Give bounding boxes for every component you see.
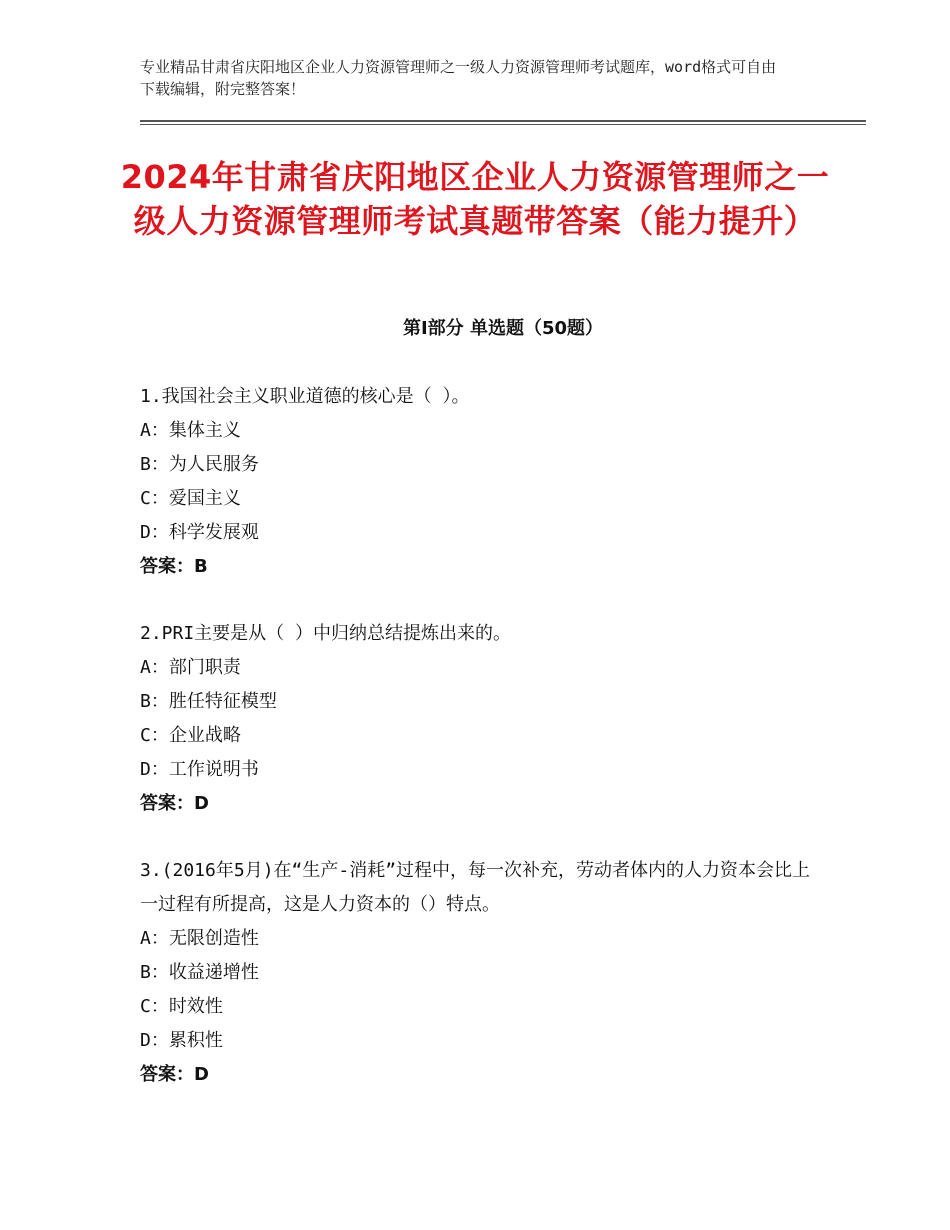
question-3 <box>140 854 820 1092</box>
option-c: C：企业战略 <box>140 725 241 746</box>
header-note: 专业精品甘肃省庆阳地区企业人力资源管理师之一级人力资源管理师考试题库，word格式可自由下载编辑，附完整答案！ <box>140 58 777 98</box>
section-heading: 第Ⅰ部分 单选题（50题） <box>402 318 603 339</box>
question-stem: 3.(2016年5月)在“生产-消耗”过程中，每一次补充，劳动者体内的人力资本会比上一过程有所提高，这是人力资本的（）特点。 <box>140 860 811 915</box>
question-2 <box>140 617 820 821</box>
question-stem: 1.我国社会主义职业道德的核心是（ ）。 <box>140 386 470 407</box>
option-d: D：累积性 <box>140 1030 223 1051</box>
option-b: B：为人民服务 <box>140 454 259 475</box>
option-a: A：集体主义 <box>140 420 241 441</box>
answer-line: 答案：B <box>140 556 208 577</box>
option-a: A：部门职责 <box>140 657 241 678</box>
option-d: D：工作说明书 <box>140 759 259 780</box>
question-list <box>140 380 820 1125</box>
option-b: B：胜任特征模型 <box>140 691 277 712</box>
question-1 <box>140 380 820 584</box>
question-stem: 2.PRI主要是从（ ）中归纳总结提炼出来的。 <box>140 623 512 644</box>
option-b: B：收益递增性 <box>140 962 259 983</box>
option-c: C：时效性 <box>140 996 223 1017</box>
option-a: A：无限创造性 <box>140 928 259 949</box>
document-title: 2024年甘肃省庆阳地区企业人力资源管理师之一级人力资源管理师考试真题带答案（能力提升） <box>120 158 830 240</box>
answer-line: 答案：D <box>140 1064 209 1085</box>
option-c: C：爱国主义 <box>140 488 241 509</box>
option-d: D：科学发展观 <box>140 522 259 543</box>
header-divider <box>140 120 866 125</box>
answer-line: 答案：D <box>140 793 209 814</box>
